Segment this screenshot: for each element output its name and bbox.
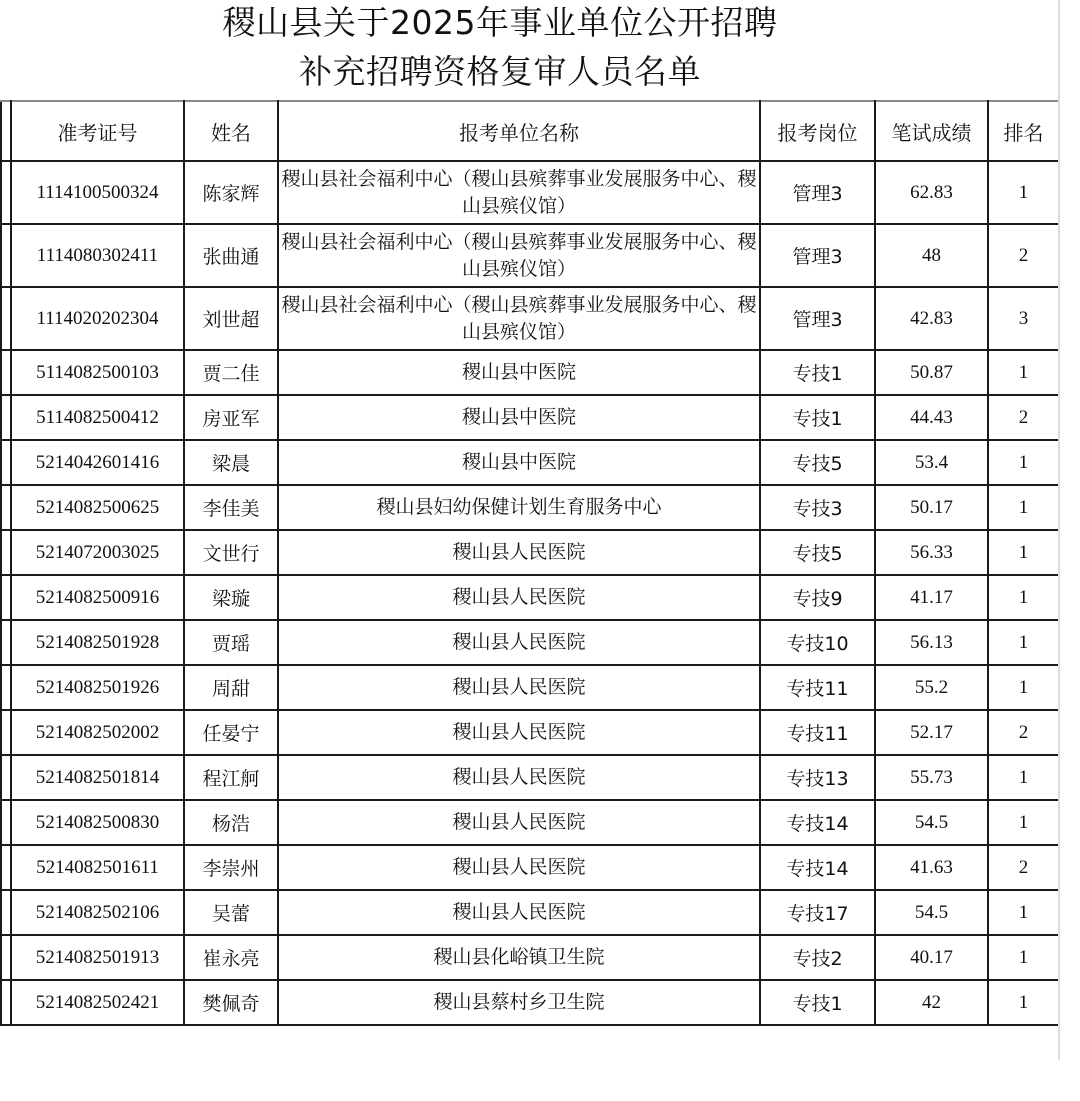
cell-name: 陈家辉 (184, 161, 278, 224)
header-name: 姓名 (184, 101, 278, 161)
cell-unit: 稷山县人民医院 (278, 665, 760, 710)
row-stub (1, 530, 11, 575)
cell-score: 55.73 (875, 755, 988, 800)
cell-post: 专技5 (760, 530, 875, 575)
cell-rank: 1 (988, 665, 1059, 710)
header-exam-id: 准考证号 (11, 101, 184, 161)
cell-post: 专技1 (760, 980, 875, 1025)
cell-rank: 2 (988, 395, 1059, 440)
cell-unit: 稷山县蔡村乡卫生院 (278, 980, 760, 1025)
cell-exam-id: 1114100500324 (11, 161, 184, 224)
cell-unit: 稷山县人民医院 (278, 800, 760, 845)
cell-name: 贾瑶 (184, 620, 278, 665)
cell-exam-id: 5214082501814 (11, 755, 184, 800)
cell-exam-id: 5214082500830 (11, 800, 184, 845)
table-row (1, 440, 1059, 485)
cell-rank: 1 (988, 161, 1059, 224)
row-stub (1, 575, 11, 620)
cell-score: 62.83 (875, 161, 988, 224)
cell-unit: 稷山县中医院 (278, 350, 760, 395)
row-stub (1, 440, 11, 485)
cell-name: 任晏宁 (184, 710, 278, 755)
cell-exam-id: 5114082500412 (11, 395, 184, 440)
cell-score: 50.87 (875, 350, 988, 395)
cell-post: 管理3 (760, 224, 875, 287)
cell-post: 专技9 (760, 575, 875, 620)
table-row (1, 287, 1059, 350)
cell-name: 张曲通 (184, 224, 278, 287)
cell-exam-id: 5214082500916 (11, 575, 184, 620)
document-title-line-2: 补充招聘资格复审人员名单 (299, 52, 701, 91)
cell-rank: 1 (988, 980, 1059, 1025)
table-row (1, 710, 1059, 755)
cell-rank: 2 (988, 224, 1059, 287)
cell-score: 54.5 (875, 890, 988, 935)
table-row (1, 395, 1059, 440)
header-stub (1, 101, 11, 161)
cell-name: 梁璇 (184, 575, 278, 620)
cell-name: 杨浩 (184, 800, 278, 845)
cell-rank: 1 (988, 485, 1059, 530)
cell-exam-id: 5214082501611 (11, 845, 184, 890)
row-stub (1, 980, 11, 1025)
cell-post: 专技1 (760, 350, 875, 395)
row-stub (1, 287, 11, 350)
cell-exam-id: 5214082501926 (11, 665, 184, 710)
cell-name: 樊佩奇 (184, 980, 278, 1025)
cell-rank: 1 (988, 440, 1059, 485)
table-row (1, 575, 1059, 620)
table-row (1, 620, 1059, 665)
cell-unit: 稷山县中医院 (278, 440, 760, 485)
row-stub (1, 755, 11, 800)
cell-score: 41.63 (875, 845, 988, 890)
table-row (1, 800, 1059, 845)
row-stub (1, 845, 11, 890)
row-stub (1, 224, 11, 287)
cell-post: 专技14 (760, 800, 875, 845)
cell-unit: 稷山县妇幼保健计划生育服务中心 (278, 485, 760, 530)
cell-unit: 稷山县社会福利中心（稷山县殡葬事业发展服务中心、稷山县殡仪馆） (278, 287, 760, 350)
cell-name: 李佳美 (184, 485, 278, 530)
cell-rank: 2 (988, 845, 1059, 890)
cell-unit: 稷山县社会福利中心（稷山县殡葬事业发展服务中心、稷山县殡仪馆） (278, 224, 760, 287)
cell-rank: 1 (988, 755, 1059, 800)
cell-name: 程江舸 (184, 755, 278, 800)
cell-post: 专技11 (760, 665, 875, 710)
table-row (1, 530, 1059, 575)
cell-rank: 3 (988, 287, 1059, 350)
cell-rank: 1 (988, 800, 1059, 845)
cell-score: 56.33 (875, 530, 988, 575)
row-stub (1, 350, 11, 395)
table-row (1, 485, 1059, 530)
table-row (1, 161, 1059, 224)
cell-name: 房亚军 (184, 395, 278, 440)
cell-name: 吴蕾 (184, 890, 278, 935)
header-post: 报考岗位 (760, 101, 875, 161)
header-score: 笔试成绩 (875, 101, 988, 161)
cell-name: 崔永亮 (184, 935, 278, 980)
row-stub (1, 161, 11, 224)
header-rank: 排名 (988, 101, 1059, 161)
cell-rank: 1 (988, 890, 1059, 935)
cell-score: 52.17 (875, 710, 988, 755)
header-unit: 报考单位名称 (278, 101, 760, 161)
row-stub (1, 800, 11, 845)
row-stub (1, 395, 11, 440)
cell-exam-id: 5114082500103 (11, 350, 184, 395)
cell-rank: 1 (988, 575, 1059, 620)
cell-name: 周甜 (184, 665, 278, 710)
cell-unit: 稷山县中医院 (278, 395, 760, 440)
cell-score: 40.17 (875, 935, 988, 980)
page-edge (1058, 0, 1060, 1060)
cell-rank: 2 (988, 710, 1059, 755)
cell-exam-id: 5214072003025 (11, 530, 184, 575)
table-row (1, 935, 1059, 980)
cell-unit: 稷山县人民医院 (278, 755, 760, 800)
cell-unit: 稷山县人民医院 (278, 530, 760, 575)
cell-post: 专技17 (760, 890, 875, 935)
row-stub (1, 665, 11, 710)
table-row (1, 665, 1059, 710)
cell-unit: 稷山县人民医院 (278, 620, 760, 665)
cell-exam-id: 5214042601416 (11, 440, 184, 485)
cell-post: 专技3 (760, 485, 875, 530)
cell-rank: 1 (988, 935, 1059, 980)
cell-score: 48 (875, 224, 988, 287)
cell-name: 刘世超 (184, 287, 278, 350)
cell-unit: 稷山县人民医院 (278, 845, 760, 890)
cell-rank: 1 (988, 350, 1059, 395)
cell-score: 54.5 (875, 800, 988, 845)
cell-post: 专技13 (760, 755, 875, 800)
cell-post: 专技14 (760, 845, 875, 890)
cell-post: 专技5 (760, 440, 875, 485)
cell-unit: 稷山县化峪镇卫生院 (278, 935, 760, 980)
cell-exam-id: 5214082502106 (11, 890, 184, 935)
cell-post: 管理3 (760, 161, 875, 224)
cell-unit: 稷山县人民医院 (278, 890, 760, 935)
cell-name: 贾二佳 (184, 350, 278, 395)
cell-exam-id: 5214082500625 (11, 485, 184, 530)
table-row (1, 350, 1059, 395)
cell-exam-id: 1114080302411 (11, 224, 184, 287)
cell-exam-id: 1114020202304 (11, 287, 184, 350)
cell-name: 梁晨 (184, 440, 278, 485)
document-title-line-1: 稷山县关于2025年事业单位公开招聘 (222, 3, 778, 42)
row-stub (1, 890, 11, 935)
row-stub (1, 710, 11, 755)
cell-name: 李崇州 (184, 845, 278, 890)
table-header-row (1, 101, 1059, 161)
cell-exam-id: 5214082501913 (11, 935, 184, 980)
table-body (1, 161, 1059, 1025)
cell-post: 专技2 (760, 935, 875, 980)
cell-exam-id: 5214082502421 (11, 980, 184, 1025)
cell-rank: 1 (988, 530, 1059, 575)
row-stub (1, 485, 11, 530)
table-row (1, 980, 1059, 1025)
cell-exam-id: 5214082502002 (11, 710, 184, 755)
cell-score: 42 (875, 980, 988, 1025)
cell-unit: 稷山县人民医院 (278, 575, 760, 620)
row-stub (1, 620, 11, 665)
row-stub (1, 935, 11, 980)
cell-unit: 稷山县人民医院 (278, 710, 760, 755)
cell-score: 42.83 (875, 287, 988, 350)
cell-post: 专技11 (760, 710, 875, 755)
cell-score: 50.17 (875, 485, 988, 530)
cell-post: 专技10 (760, 620, 875, 665)
table-row (1, 755, 1059, 800)
cell-post: 专技1 (760, 395, 875, 440)
table-row (1, 845, 1059, 890)
cell-score: 53.4 (875, 440, 988, 485)
candidate-table (0, 100, 1060, 1026)
cell-exam-id: 5214082501928 (11, 620, 184, 665)
table-row (1, 890, 1059, 935)
cell-name: 文世行 (184, 530, 278, 575)
cell-post: 管理3 (760, 287, 875, 350)
cell-rank: 1 (988, 620, 1059, 665)
cell-score: 55.2 (875, 665, 988, 710)
cell-score: 41.17 (875, 575, 988, 620)
cell-unit: 稷山县社会福利中心（稷山县殡葬事业发展服务中心、稷山县殡仪馆） (278, 161, 760, 224)
cell-score: 56.13 (875, 620, 988, 665)
cell-score: 44.43 (875, 395, 988, 440)
table-row (1, 224, 1059, 287)
